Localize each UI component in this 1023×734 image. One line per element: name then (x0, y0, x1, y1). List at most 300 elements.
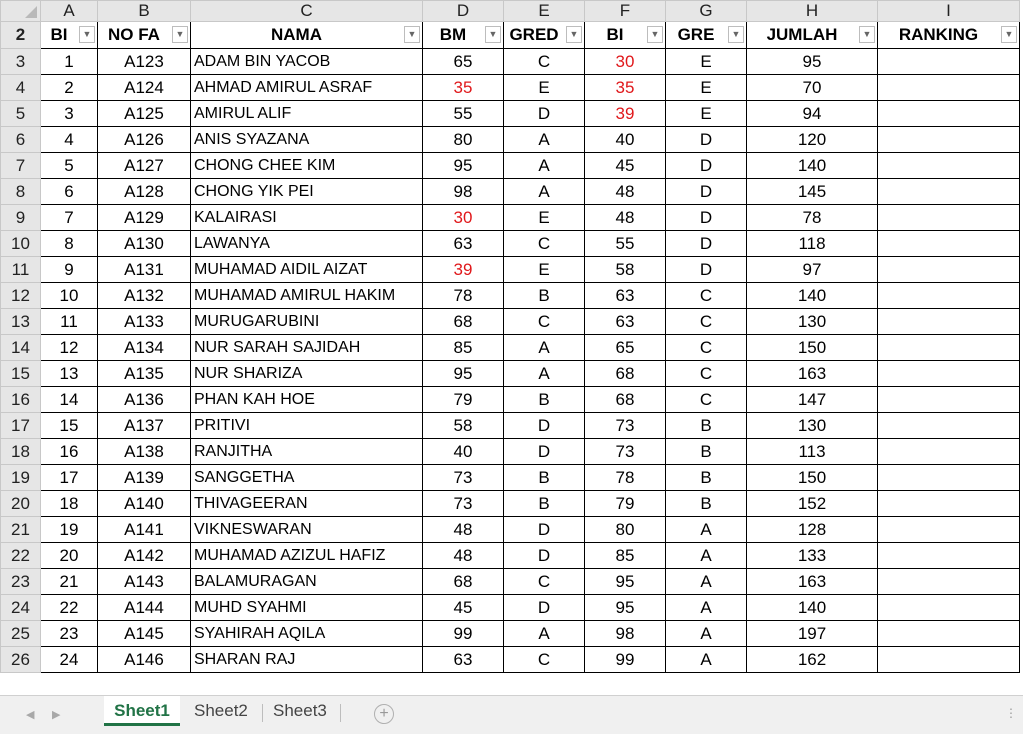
filter-dropdown-icon[interactable]: ▼ (404, 26, 420, 43)
header-label: GRE (677, 25, 715, 44)
cell-bi[interactable]: 80 (585, 517, 666, 543)
cell-bm[interactable]: 95 (423, 153, 504, 179)
cell-gred-bm[interactable]: D (504, 595, 585, 621)
cell-gred-bi[interactable]: A (666, 595, 747, 621)
header-cell-nama[interactable] (191, 22, 423, 49)
cell-bil[interactable]: 9 (41, 257, 98, 283)
cell-bil[interactable]: 11 (41, 309, 98, 335)
cell-bi[interactable]: 58 (585, 257, 666, 283)
cell-gred-bm[interactable]: C (504, 309, 585, 335)
table-row (1, 647, 1020, 673)
cell-jumlah[interactable]: 145 (747, 179, 878, 205)
cell-gred-bi[interactable]: A (666, 543, 747, 569)
table-row (1, 283, 1020, 309)
filter-dropdown-icon[interactable]: ▼ (728, 26, 744, 43)
cell-bil[interactable]: 17 (41, 465, 98, 491)
cell-gred-bi[interactable]: D (666, 231, 747, 257)
cell-ranking[interactable] (878, 647, 1020, 673)
cell-gred-bm[interactable]: C (504, 49, 585, 75)
cell-gred-bm[interactable]: B (504, 283, 585, 309)
cell-gred-bi[interactable]: D (666, 127, 747, 153)
cell-gred-bm[interactable]: D (504, 439, 585, 465)
cell-no-fail[interactable]: A144 (98, 595, 191, 621)
cell-bi[interactable]: 48 (585, 179, 666, 205)
cell-jumlah[interactable]: 133 (747, 543, 878, 569)
column-header-b[interactable]: B (98, 1, 191, 22)
header-cell-no-fail[interactable] (98, 22, 191, 49)
cell-gred-bi[interactable]: E (666, 75, 747, 101)
cell-bil[interactable]: 6 (41, 179, 98, 205)
cell-nama[interactable]: AMIRUL ALIF (191, 101, 423, 127)
add-sheet-icon[interactable]: + (374, 704, 394, 724)
filter-dropdown-icon[interactable]: ▼ (1001, 26, 1017, 43)
cell-ranking[interactable] (878, 283, 1020, 309)
cell-bi[interactable]: 65 (585, 335, 666, 361)
cell-jumlah[interactable]: 147 (747, 387, 878, 413)
cell-jumlah[interactable]: 118 (747, 231, 878, 257)
filter-dropdown-icon[interactable]: ▼ (859, 26, 875, 43)
cell-bm[interactable]: 58 (423, 413, 504, 439)
cell-gred-bi[interactable]: A (666, 621, 747, 647)
cell-gred-bi[interactable]: E (666, 101, 747, 127)
filter-dropdown-icon[interactable]: ▼ (172, 26, 188, 43)
cell-gred-bi[interactable]: B (666, 465, 747, 491)
cell-bi[interactable]: 73 (585, 413, 666, 439)
cell-gred-bm[interactable]: D (504, 517, 585, 543)
cell-gred-bm[interactable]: E (504, 75, 585, 101)
header-cell-bm[interactable] (423, 22, 504, 49)
cell-gred-bi[interactable]: B (666, 413, 747, 439)
cell-nama[interactable]: PRITIVI (191, 413, 423, 439)
cell-gred-bi[interactable]: D (666, 179, 747, 205)
row-header[interactable]: 22 (1, 543, 41, 569)
cell-ranking[interactable] (878, 231, 1020, 257)
filter-dropdown-icon[interactable]: ▼ (566, 26, 582, 43)
cell-no-fail[interactable]: A142 (98, 543, 191, 569)
cell-no-fail[interactable]: A130 (98, 231, 191, 257)
column-header-a[interactable]: A (41, 1, 98, 22)
cell-ranking[interactable] (878, 413, 1020, 439)
column-header-g[interactable]: G (666, 1, 747, 22)
cell-bil[interactable]: 14 (41, 387, 98, 413)
cell-bm[interactable]: 85 (423, 335, 504, 361)
row-header[interactable]: 4 (1, 75, 41, 101)
cell-bil[interactable]: 16 (41, 439, 98, 465)
row-header[interactable]: 16 (1, 387, 41, 413)
cell-bil[interactable]: 18 (41, 491, 98, 517)
cell-jumlah[interactable]: 162 (747, 647, 878, 673)
cell-gred-bi[interactable]: B (666, 439, 747, 465)
scroll-tabs-right-icon[interactable]: ▶ (52, 709, 61, 721)
cell-jumlah[interactable]: 140 (747, 153, 878, 179)
cell-bm[interactable]: 73 (423, 491, 504, 517)
cell-bi[interactable]: 63 (585, 309, 666, 335)
row-header[interactable]: 13 (1, 309, 41, 335)
cell-ranking[interactable] (878, 621, 1020, 647)
cell-bi[interactable]: 63 (585, 283, 666, 309)
column-header-d[interactable]: D (423, 1, 504, 22)
cell-gred-bm[interactable]: C (504, 231, 585, 257)
cell-ranking[interactable] (878, 127, 1020, 153)
cell-jumlah[interactable]: 128 (747, 517, 878, 543)
cell-bi[interactable]: 79 (585, 491, 666, 517)
table-row (1, 491, 1020, 517)
row-header[interactable]: 20 (1, 491, 41, 517)
header-cell-jumlah[interactable] (747, 22, 878, 49)
cell-ranking[interactable] (878, 439, 1020, 465)
cell-ranking[interactable] (878, 595, 1020, 621)
cell-ranking[interactable] (878, 491, 1020, 517)
cell-nama[interactable]: CHONG YIK PEI (191, 179, 423, 205)
cell-nama[interactable]: CHONG CHEE KIM (191, 153, 423, 179)
table-row (1, 309, 1020, 335)
cell-no-fail[interactable]: A138 (98, 439, 191, 465)
cell-jumlah[interactable]: 130 (747, 413, 878, 439)
row-header[interactable]: 9 (1, 205, 41, 231)
cell-jumlah[interactable]: 150 (747, 465, 878, 491)
cell-gred-bi[interactable]: A (666, 517, 747, 543)
cell-bm[interactable]: 98 (423, 179, 504, 205)
cell-no-fail[interactable]: A124 (98, 75, 191, 101)
cell-bi[interactable]: 73 (585, 439, 666, 465)
cell-nama[interactable]: NUR SHARIZA (191, 361, 423, 387)
cell-no-fail[interactable]: A127 (98, 153, 191, 179)
cell-bi[interactable]: 39 (585, 101, 666, 127)
table-row (1, 517, 1020, 543)
cell-gred-bi[interactable]: D (666, 257, 747, 283)
cell-jumlah[interactable]: 150 (747, 335, 878, 361)
cell-bm[interactable]: 65 (423, 49, 504, 75)
cell-no-fail[interactable]: A128 (98, 179, 191, 205)
row-header[interactable]: 18 (1, 439, 41, 465)
header-cell-bi[interactable] (585, 22, 666, 49)
cell-jumlah[interactable]: 140 (747, 595, 878, 621)
cell-no-fail[interactable]: A133 (98, 309, 191, 335)
cell-gred-bm[interactable]: B (504, 491, 585, 517)
header-cell-gred-bm[interactable] (504, 22, 585, 49)
cell-bil[interactable]: 3 (41, 101, 98, 127)
cell-no-fail[interactable]: A136 (98, 387, 191, 413)
column-header-i[interactable]: I (878, 1, 1020, 22)
cell-bil[interactable]: 13 (41, 361, 98, 387)
cell-gred-bi[interactable]: A (666, 647, 747, 673)
cell-gred-bm[interactable]: D (504, 101, 585, 127)
cell-no-fail[interactable]: A129 (98, 205, 191, 231)
cell-nama[interactable]: SANGGETHA (191, 465, 423, 491)
cell-bi[interactable]: 95 (585, 569, 666, 595)
cell-bm[interactable]: 99 (423, 621, 504, 647)
cell-ranking[interactable] (878, 101, 1020, 127)
cell-no-fail[interactable]: A131 (98, 257, 191, 283)
cell-jumlah[interactable]: 95 (747, 49, 878, 75)
cell-ranking[interactable] (878, 335, 1020, 361)
cell-gred-bm[interactable]: D (504, 413, 585, 439)
cell-gred-bm[interactable]: C (504, 647, 585, 673)
cell-bil[interactable]: 23 (41, 621, 98, 647)
cell-bm[interactable]: 78 (423, 283, 504, 309)
cell-bm[interactable]: 39 (423, 257, 504, 283)
cell-ranking[interactable] (878, 569, 1020, 595)
table-row (1, 465, 1020, 491)
cell-gred-bi[interactable]: C (666, 335, 747, 361)
cell-jumlah[interactable]: 120 (747, 127, 878, 153)
cell-gred-bm[interactable]: A (504, 153, 585, 179)
row-header[interactable]: 5 (1, 101, 41, 127)
row-header[interactable]: 11 (1, 257, 41, 283)
cell-ranking[interactable] (878, 179, 1020, 205)
column-header-f[interactable]: F (585, 1, 666, 22)
cell-bm[interactable]: 73 (423, 465, 504, 491)
cell-bi[interactable]: 85 (585, 543, 666, 569)
row-header[interactable]: 17 (1, 413, 41, 439)
cell-nama[interactable]: NUR SARAH SAJIDAH (191, 335, 423, 361)
cell-no-fail[interactable]: A123 (98, 49, 191, 75)
row-header[interactable]: 19 (1, 465, 41, 491)
table-row (1, 153, 1020, 179)
cell-nama[interactable]: MUHAMAD AZIZUL HAFIZ (191, 543, 423, 569)
table-row (1, 387, 1020, 413)
cell-gred-bi[interactable]: C (666, 283, 747, 309)
cell-bil[interactable]: 12 (41, 335, 98, 361)
cell-ranking[interactable] (878, 153, 1020, 179)
cell-bi[interactable]: 95 (585, 595, 666, 621)
cell-no-fail[interactable]: A125 (98, 101, 191, 127)
column-header-c[interactable]: C (191, 1, 423, 22)
table-row (1, 75, 1020, 101)
header-label: RANKING (898, 25, 979, 44)
cell-bil[interactable]: 8 (41, 231, 98, 257)
row-header[interactable]: 15 (1, 361, 41, 387)
cell-nama[interactable]: THIVAGEERAN (191, 491, 423, 517)
cell-bi[interactable]: 48 (585, 205, 666, 231)
row-header[interactable]: 6 (1, 127, 41, 153)
cell-jumlah[interactable]: 97 (747, 257, 878, 283)
tab-sheet3[interactable]: Sheet3 (273, 701, 327, 720)
cell-gred-bi[interactable]: A (666, 569, 747, 595)
row-header[interactable]: 24 (1, 595, 41, 621)
cell-ranking[interactable] (878, 257, 1020, 283)
cell-nama[interactable]: MURUGARUBINI (191, 309, 423, 335)
cell-gred-bm[interactable]: B (504, 387, 585, 413)
cell-jumlah[interactable]: 113 (747, 439, 878, 465)
cell-jumlah[interactable]: 70 (747, 75, 878, 101)
cell-jumlah[interactable]: 78 (747, 205, 878, 231)
cell-jumlah[interactable]: 163 (747, 569, 878, 595)
row-header[interactable]: 26 (1, 647, 41, 673)
cell-ranking[interactable] (878, 75, 1020, 101)
cell-bm[interactable]: 95 (423, 361, 504, 387)
table-row (1, 257, 1020, 283)
row-header[interactable]: 25 (1, 621, 41, 647)
cell-gred-bi[interactable]: E (666, 49, 747, 75)
filter-dropdown-icon[interactable]: ▼ (79, 26, 95, 43)
tab-sheet1[interactable]: Sheet1 (104, 696, 180, 726)
cell-gred-bm[interactable]: A (504, 335, 585, 361)
cell-bi[interactable]: 45 (585, 153, 666, 179)
scroll-tabs-left-icon[interactable]: ◀ (26, 709, 35, 721)
cell-bil[interactable]: 21 (41, 569, 98, 595)
cell-nama[interactable]: SYAHIRAH AQILA (191, 621, 423, 647)
cell-nama[interactable]: ADAM BIN YACOB (191, 49, 423, 75)
cell-bil[interactable]: 4 (41, 127, 98, 153)
cell-nama[interactable]: MUHAMAD AIDIL AIZAT (191, 257, 423, 283)
cell-ranking[interactable] (878, 465, 1020, 491)
cell-nama[interactable]: ANIS SYAZANA (191, 127, 423, 153)
table-header-row (1, 22, 1020, 49)
cell-ranking[interactable] (878, 309, 1020, 335)
cell-bil[interactable]: 15 (41, 413, 98, 439)
table-row (1, 49, 1020, 75)
filter-dropdown-icon[interactable]: ▼ (485, 26, 501, 43)
row-header[interactable]: 3 (1, 49, 41, 75)
tab-sheet2[interactable]: Sheet2 (194, 701, 248, 720)
cell-nama[interactable]: BALAMURAGAN (191, 569, 423, 595)
cell-no-fail[interactable]: A137 (98, 413, 191, 439)
cell-bil[interactable]: 10 (41, 283, 98, 309)
filter-dropdown-icon[interactable]: ▼ (647, 26, 663, 43)
cell-ranking[interactable] (878, 387, 1020, 413)
row-header[interactable]: 23 (1, 569, 41, 595)
cell-bm[interactable]: 48 (423, 517, 504, 543)
tab-divider (340, 704, 341, 722)
cell-jumlah[interactable]: 152 (747, 491, 878, 517)
cell-bil[interactable]: 5 (41, 153, 98, 179)
cell-bi[interactable]: 78 (585, 465, 666, 491)
cell-no-fail[interactable]: A134 (98, 335, 191, 361)
cell-nama[interactable]: KALAIRASI (191, 205, 423, 231)
cell-no-fail[interactable]: A132 (98, 283, 191, 309)
cell-nama[interactable]: MUHD SYAHMI (191, 595, 423, 621)
cell-gred-bm[interactable]: B (504, 465, 585, 491)
column-header-h[interactable]: H (747, 1, 878, 22)
cell-gred-bi[interactable]: D (666, 153, 747, 179)
cell-bi[interactable]: 55 (585, 231, 666, 257)
column-header-e[interactable]: E (504, 1, 585, 22)
cell-nama[interactable]: SHARAN RAJ (191, 647, 423, 673)
cell-gred-bm[interactable]: C (504, 569, 585, 595)
select-all-corner[interactable] (1, 1, 41, 22)
row-header[interactable]: 8 (1, 179, 41, 205)
cell-gred-bm[interactable]: A (504, 127, 585, 153)
cell-no-fail[interactable]: A145 (98, 621, 191, 647)
cell-gred-bi[interactable]: D (666, 205, 747, 231)
cell-gred-bi[interactable]: B (666, 491, 747, 517)
row-header[interactable]: 10 (1, 231, 41, 257)
cell-bi[interactable]: 98 (585, 621, 666, 647)
cell-bi[interactable]: 68 (585, 361, 666, 387)
cell-jumlah[interactable]: 163 (747, 361, 878, 387)
cell-bil[interactable]: 7 (41, 205, 98, 231)
cell-nama[interactable]: RANJITHA (191, 439, 423, 465)
cell-no-fail[interactable]: A135 (98, 361, 191, 387)
cell-jumlah[interactable]: 140 (747, 283, 878, 309)
table-row (1, 413, 1020, 439)
header-label: BI (50, 25, 68, 44)
cell-gred-bm[interactable]: E (504, 257, 585, 283)
cell-bi[interactable]: 99 (585, 647, 666, 673)
cell-ranking[interactable] (878, 517, 1020, 543)
cell-gred-bi[interactable]: C (666, 361, 747, 387)
cell-bm[interactable]: 45 (423, 595, 504, 621)
cell-bm[interactable]: 79 (423, 387, 504, 413)
cell-no-fail[interactable]: A146 (98, 647, 191, 673)
cell-bm[interactable]: 35 (423, 75, 504, 101)
cell-no-fail[interactable]: A140 (98, 491, 191, 517)
cell-gred-bi[interactable]: C (666, 387, 747, 413)
table-row (1, 205, 1020, 231)
cell-nama[interactable]: AHMAD AMIRUL ASRAF (191, 75, 423, 101)
cell-bm[interactable]: 63 (423, 231, 504, 257)
cell-nama[interactable]: LAWANYA (191, 231, 423, 257)
cell-gred-bm[interactable]: A (504, 621, 585, 647)
cell-jumlah[interactable]: 130 (747, 309, 878, 335)
table-row (1, 179, 1020, 205)
row-header[interactable]: 21 (1, 517, 41, 543)
cell-bm[interactable]: 63 (423, 647, 504, 673)
cell-gred-bm[interactable]: E (504, 205, 585, 231)
cell-bm[interactable]: 68 (423, 569, 504, 595)
header-cell-ranking[interactable] (878, 22, 1020, 49)
cell-nama[interactable]: PHAN KAH HOE (191, 387, 423, 413)
cell-bil[interactable]: 24 (41, 647, 98, 673)
cell-gred-bi[interactable]: C (666, 309, 747, 335)
cell-gred-bm[interactable]: A (504, 361, 585, 387)
sheet-tab-bar (0, 695, 1023, 734)
cell-bi[interactable]: 35 (585, 75, 666, 101)
cell-gred-bm[interactable]: D (504, 543, 585, 569)
cell-bil[interactable]: 22 (41, 595, 98, 621)
cell-bil[interactable]: 2 (41, 75, 98, 101)
row-header[interactable]: 7 (1, 153, 41, 179)
more-options-icon[interactable]: ⋮ (1005, 706, 1017, 720)
cell-bm[interactable]: 68 (423, 309, 504, 335)
header-cell-bil[interactable] (41, 22, 98, 49)
cell-bi[interactable]: 68 (585, 387, 666, 413)
cell-gred-bm[interactable]: A (504, 179, 585, 205)
cell-bil[interactable]: 19 (41, 517, 98, 543)
header-label: BM (439, 25, 467, 44)
cell-bi[interactable]: 30 (585, 49, 666, 75)
cell-jumlah[interactable]: 94 (747, 101, 878, 127)
cell-bm[interactable]: 80 (423, 127, 504, 153)
cell-no-fail[interactable]: A141 (98, 517, 191, 543)
header-cell-gred-bi[interactable] (666, 22, 747, 49)
cell-jumlah[interactable]: 197 (747, 621, 878, 647)
cell-bm[interactable]: 40 (423, 439, 504, 465)
cell-ranking[interactable] (878, 543, 1020, 569)
cell-ranking[interactable] (878, 49, 1020, 75)
cell-nama[interactable]: VIKNESWARAN (191, 517, 423, 543)
row-header[interactable]: 14 (1, 335, 41, 361)
cell-no-fail[interactable]: A143 (98, 569, 191, 595)
cell-bm[interactable]: 55 (423, 101, 504, 127)
row-header[interactable]: 2 (1, 22, 41, 49)
header-label: NAMA (271, 25, 322, 44)
cell-ranking[interactable] (878, 205, 1020, 231)
table-row (1, 231, 1020, 257)
cell-bil[interactable]: 1 (41, 49, 98, 75)
tab-divider (262, 704, 263, 722)
row-header[interactable]: 12 (1, 283, 41, 309)
cell-nama[interactable]: MUHAMAD AMIRUL HAKIM (191, 283, 423, 309)
cell-bm[interactable]: 48 (423, 543, 504, 569)
cell-bil[interactable]: 20 (41, 543, 98, 569)
cell-bm[interactable]: 30 (423, 205, 504, 231)
cell-no-fail[interactable]: A126 (98, 127, 191, 153)
cell-no-fail[interactable]: A139 (98, 465, 191, 491)
cell-ranking[interactable] (878, 361, 1020, 387)
cell-bi[interactable]: 40 (585, 127, 666, 153)
